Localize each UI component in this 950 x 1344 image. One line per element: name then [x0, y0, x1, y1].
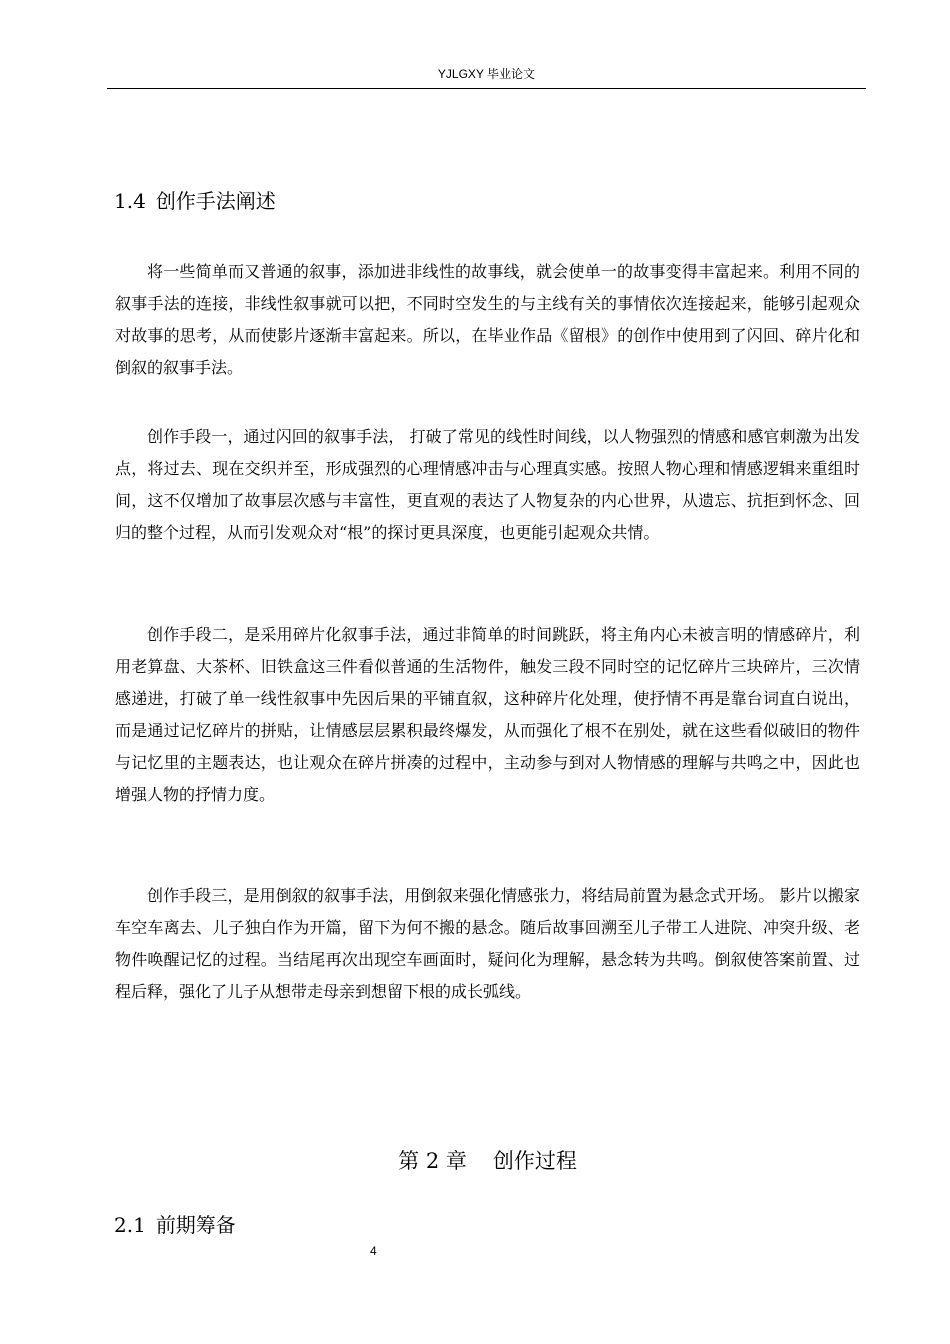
page-number: 4 [370, 1244, 377, 1258]
section-heading-1-4 [114, 187, 276, 215]
section-title: 前期筹备 [155, 1213, 236, 1237]
section-title: 创作手法阐述 [155, 189, 276, 213]
section-number: 2.1 [114, 1213, 146, 1237]
body-paragraph-4: 创作手段三，是用倒叙的叙事手法，用倒叙来强化情感张力，将结局前置为悬念式开场。 影片以搬家车空车离去、儿子独白作为开篇，留下为何不搬的悬念。随后故事回溯至儿子带工人进院、冲突升级、老物件唤醒记忆的过程。当结尾再次出现空车画面时，疑问化为理解，悬念转为共鸣。倒叙使答案前置、过程后释，强化了儿子从想带走母亲到想留下根的成长弧线。 [115, 886, 860, 1001]
chapter-heading [0, 1146, 950, 1176]
page-header: YJLGXY 毕业论文 [437, 67, 536, 81]
section-heading-2-1 [114, 1211, 236, 1239]
chapter-label: 第 2 章 [398, 1149, 467, 1173]
chapter-title: 创作过程 [492, 1149, 577, 1173]
body-paragraph-1: 将一些简单而又普通的叙事，添加进非线性的故事线，就会使单一的故事变得丰富起来。利用不同的叙事手法的连接，非线性叙事就可以把，不同时空发生的与主线有关的事情依次连接起来，能够引起观众对故事的思考，从而使影片逐渐丰富起来。所以，在毕业作品《留根》的创作中使用到了闪回、碎片化和倒叙的叙事手法。 [115, 262, 860, 377]
body-paragraph-2: 创作手段一，通过闪回的叙事手法， 打破了常见的线性时间线，以人物强烈的情感和感官刺激为出发点，将过去、现在交织并至，形成强烈的心理情感冲击与心理真实感。按照人物心理和情感逻辑来重组时间，这不仅增加了故事层次感与丰富性，更直观的表达了人物复杂的内心世界，从遗忘、抗拒到怀念、回归的整个过程，从而引发观众对“根”的探讨更具深度，也更能引起观众共情。 [115, 427, 860, 542]
section-number: 1.4 [114, 189, 146, 213]
header-divider [107, 88, 866, 89]
body-paragraph-3: 创作手段二，是采用碎片化叙事手法，通过非简单的时间跳跃，将主角内心未被言明的情感碎片，利用老算盘、大茶杯、旧铁盒这三件看似普通的生活物件，触发三段不同时空的记忆碎片三块碎片，三次情感递进，打破了单一线性叙事中先因后果的平铺直叙，这种碎片化处理，使抒情不再是靠台词直白说出，而是通过记忆碎片的拼贴，让情感层层累积最终爆发，从而强化了根不在别处，就在这些看似破旧的物件与记忆里的主题表达，也让观众在碎片拼凑的过程中，主动参与到对人物情感的理解与共鸣之中，因此也增强人物的抒情力度。 [115, 625, 860, 804]
